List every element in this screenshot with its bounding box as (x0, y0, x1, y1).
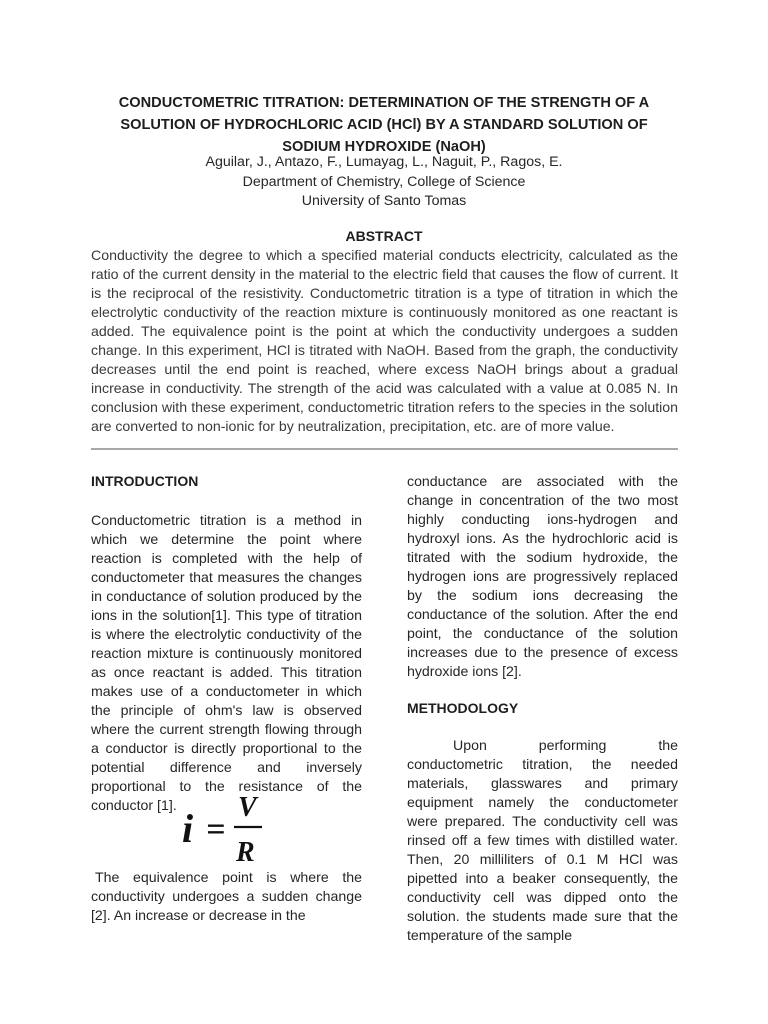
left-column-continued (91, 868, 362, 925)
title-line-3: SODIUM HYDROXIDE (NaOH) (282, 139, 486, 155)
abstract-heading: ABSTRACT (345, 228, 423, 244)
author-block (92, 153, 676, 212)
title-line-1: CONDUCTOMETRIC TITRATION: DETERMINATION OF THE STRENGTH OF A (118, 95, 650, 111)
introduction-paragraph-2: The equivalence point is where the conductivity undergoes a sudden change [2]. An increase or decrease in the (91, 869, 362, 923)
formula-equals: = (206, 811, 226, 848)
department: Department of Chemistry, College of Science (242, 173, 526, 190)
right-column (407, 472, 678, 945)
title-line-2: SOLUTION OF HYDROCHLORIC ACID (HCl) BY A STANDARD SOLUTION OF (120, 117, 648, 133)
formula-numerator: V (238, 792, 257, 823)
abstract-text: Conductivity the degree to which a specified material conducts electricity, calculated as the ratio of the current density in the material to the electric field that causes the flow of current. It is the reciprocal of the resistivity. Conductometric titration is a type of titration in which the electrolytic conductivity of the reaction mixture is continuously monitored as one reactant is added. The equivalence point is the point at which the conductivity undergoes a sudden change. In this experiment, HCl is titrated with NaOH. Based from the graph, the conductivity decreases until the end point is reached, where excess NaOH brings about a gradual increase in conductivity. The strength of the acid was calculated with a value at 0.085 N. In conclusion with these experiment, conductometric titration refers to the species in the solution are converted to non-ionic for by neutralization, precipitation, etc. are of more value. (91, 247, 678, 434)
methodology-paragraph: Upon performing the conductometric titration, the needed materials, glasswares and primary equipment namely the conductometer were prepared. The conductivity cell was rinsed off a few times with distilled water. Then, 20 milliliters of 0.1 M HCl was pipetted into a beaker consequently, the conductivity cell was dipped onto the solution. the students made sure that the temperature of the sample (407, 737, 678, 943)
introduction-paragraph-3: conductance are associated with the change in concentration of the two most highly conducting ions-hydrogen and hydroxyl ions. As the hydrochloric acid is titrated with the sodium hydroxide, the hydrogen ions are progressively replaced by the sodium ions decreasing the conductance of the solution. After the end point, the conductance of the solution increases due to the presence of excess hydroxide ions [2]. (407, 473, 678, 679)
ohms-law-formula (180, 790, 280, 870)
paper-title (92, 92, 676, 158)
methodology-heading: METHODOLOGY (407, 700, 519, 716)
formula-current-symbol: i (182, 806, 194, 851)
university: University of Santo Tomas (301, 193, 467, 209)
section-divider (91, 448, 678, 450)
left-column (91, 472, 362, 815)
introduction-paragraph-1: Conductometric titration is a method in which we determine the point where reaction is completed with the help of conductometer that measures the changes in conductance of solution produced by the ions in the solution[1]. This type of titration is where the electrolytic conductivity of the reaction mixture is continuously monitored as once reactant is added. This titration makes use of a conductometer in which the principle of ohm's law is observed where the current strength flowing through a conductor is directly proportional to the potential difference and inversely proportional to the resistance of the conductor [1]. (91, 512, 362, 813)
authors: Aguilar, J., Antazo, F., Lumayag, L., Naguit, P., Ragos, E. (205, 154, 563, 170)
introduction-heading: INTRODUCTION (91, 473, 199, 489)
formula-denominator: R (236, 837, 255, 868)
